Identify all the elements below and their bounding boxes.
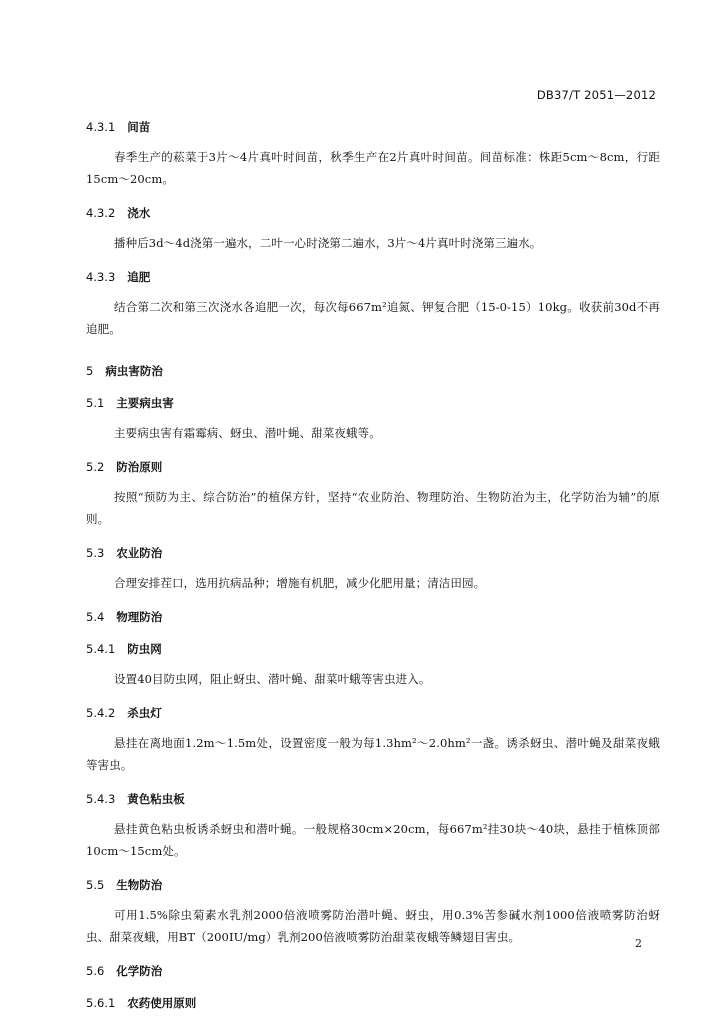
heading-5-4-1	[86, 640, 660, 658]
standard-code: DB37/T 2051—2012	[536, 88, 656, 102]
paragraph-insect-lamp: 悬挂在离地面1.2m～1.5m处，设置密度一般为每1.3hm²～2.0hm²一盏。诱杀蚜虫、潜叶蝇及甜菜夜蛾等害虫。	[86, 736, 660, 772]
heading-title: 浇水	[127, 206, 151, 220]
heading-title: 间苗	[127, 120, 151, 134]
heading-title: 防虫网	[127, 642, 162, 656]
heading-5-6	[86, 962, 660, 980]
paragraph-control-principle: 按照“预防为主、综合防治”的植保方针，坚持“农业防治、物理防治、生物防治为主，化学防治为辅”的原则。	[86, 490, 660, 526]
paragraph-agricultural-control: 合理安排茬口，选用抗病品种；增施有机肥，减少化肥用量；清洁田园。	[114, 576, 486, 590]
paragraph-insect-net: 设置40目防虫网，阻止蚜虫、潜叶蝇、甜菜叶蛾等害虫进入。	[114, 672, 431, 686]
heading-number: 5.6	[86, 964, 105, 978]
heading-5-4	[86, 608, 660, 626]
heading-number: 5.2	[86, 460, 105, 474]
paragraph-watering: 播种后3d～4d浇第一遍水，二叶一心时浇第二遍水，3片～4片真叶时浇第三遍水。	[114, 236, 542, 250]
page-number: 2	[635, 937, 642, 950]
paragraph-thinning: 春季生产的菘菜于3片～4片真叶时间苗，秋季生产在2片真叶时间苗。间苗标准：株距5cm～8cm，行距15cm～20cm。	[86, 150, 660, 186]
heading-title: 农药使用原则	[127, 996, 197, 1010]
heading-title: 物理防治	[116, 610, 163, 624]
heading-title: 杀虫灯	[127, 706, 162, 720]
paragraph-main-pests: 主要病虫害有霜霉病、蚜虫、潜叶蝇、甜菜夜蛾等。	[114, 426, 381, 440]
heading-4-3-3	[86, 268, 660, 286]
heading-title: 农业防治	[116, 546, 163, 560]
heading-title: 病虫害防治	[105, 364, 163, 378]
heading-title: 化学防治	[116, 964, 163, 978]
heading-number: 4.3.1	[86, 120, 116, 134]
heading-number: 4.3.2	[86, 206, 116, 220]
heading-5-4-2	[86, 704, 660, 722]
heading-5-1	[86, 394, 660, 412]
paragraph-sticky-board: 悬挂黄色粘虫板诱杀蚜虫和潜叶蝇。一般规格30cm×20cm，每667m²挂30块～40块，悬挂于植株顶部10cm～15cm处。	[86, 822, 660, 858]
heading-number: 4.3.3	[86, 270, 116, 284]
heading-5-6-1	[86, 994, 660, 1012]
heading-5	[86, 362, 660, 380]
heading-5-2	[86, 458, 660, 476]
heading-title: 主要病虫害	[116, 396, 174, 410]
heading-5-4-3	[86, 790, 660, 808]
heading-number: 5.4	[86, 610, 105, 624]
heading-number: 5.5	[86, 878, 105, 892]
paragraph-biological-control: 可用1.5%除虫菊素水乳剂2000倍液喷雾防治潜叶蝇、蚜虫，用0.3%苦参碱水剂1000倍液喷雾防治蚜虫、甜菜夜蛾，用BT（200IU/mg）乳剂200倍液喷雾防治甜菜夜蛾等鳞翅目害虫。	[86, 908, 660, 944]
heading-number: 5.1	[86, 396, 105, 410]
heading-4-3-1	[86, 118, 660, 136]
heading-title: 生物防治	[116, 878, 163, 892]
heading-number: 5.4.2	[86, 706, 116, 720]
heading-number: 5	[86, 364, 94, 378]
heading-title: 防治原则	[116, 460, 163, 474]
heading-number: 5.6.1	[86, 996, 116, 1010]
heading-5-3	[86, 544, 660, 562]
document-body	[86, 118, 660, 1012]
heading-title: 追肥	[127, 270, 151, 284]
heading-number: 5.4.3	[86, 792, 116, 806]
heading-4-3-2	[86, 204, 660, 222]
heading-number: 5.3	[86, 546, 105, 560]
heading-5-5	[86, 876, 660, 894]
paragraph-fertilizing: 结合第二次和第三次浇水各追肥一次，每次每667m²追氮、钾复合肥（15-0-15）10kg。收获前30d不再追肥。	[86, 300, 660, 336]
heading-title: 黄色粘虫板	[127, 792, 185, 806]
heading-number: 5.4.1	[86, 642, 116, 656]
